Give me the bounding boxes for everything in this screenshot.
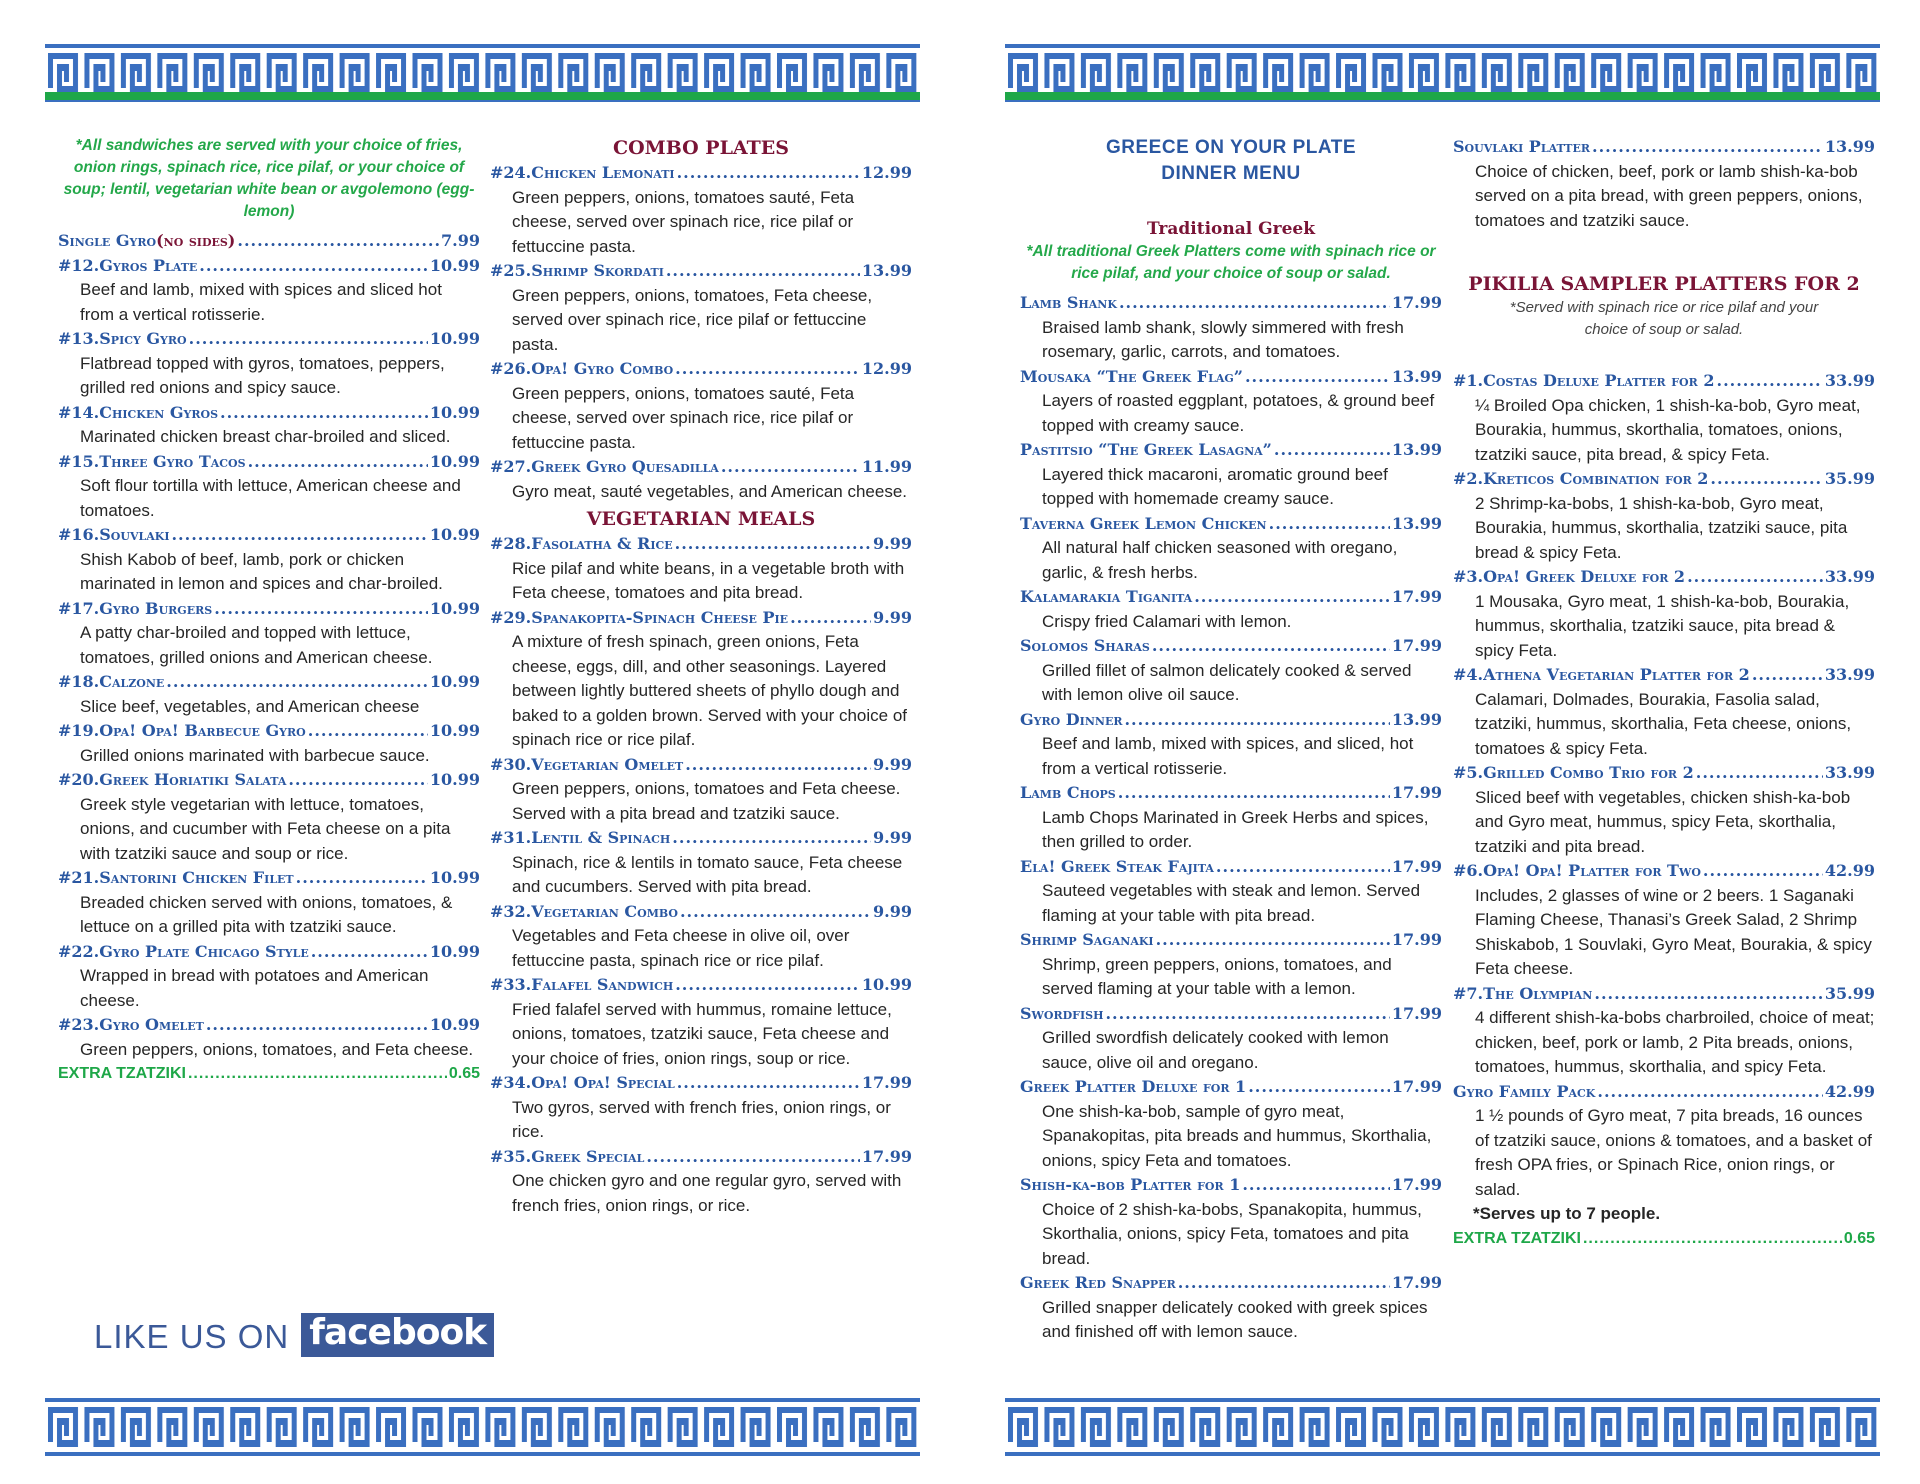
item-description: Green peppers, onions, tomatoes sauté, Feta cheese, served over spinach rice, rice pilaf or fettuccine pasta. [512,187,855,256]
green-rule [45,92,920,100]
menu-item [1453,565,1875,663]
item-name: Lamb Shank [1020,293,1117,312]
menu-title-line1: GREECE ON YOUR PLATE [1106,137,1356,158]
item-price: 11.99 [861,457,912,476]
item-price: 42.99 [1824,1081,1875,1101]
item-price: 10.99 [429,451,480,471]
item-description: Lamb Chops Marinated in Greek Herbs and spices, then grilled to order. [1042,807,1429,851]
item-price: 10.99 [429,672,480,691]
greek-key-border-bottom [45,1398,920,1456]
item-price: 10.99 [429,868,480,887]
item-name: #22.Gyro Plate Chicago Style [58,941,309,961]
item-description: Crispy fried Calamari with lemon. [1042,611,1292,631]
item-name: Lamb Chops [1020,783,1116,802]
item-description: Breaded chicken served with onions, tomatoes, & lettuce on a grilled pita with tzatziki sauce. [80,892,453,936]
menu-item [1020,781,1442,855]
item-name: Shrimp Saganaki [1020,930,1154,949]
family-pack-serves: *Serves up to 7 people. [1473,1204,1661,1223]
platters-column [1453,135,1875,1251]
menu-item [490,606,912,753]
item-description: Grilled swordfish delicately cooked with lemon sauce, olive oil and oregano. [1042,1028,1389,1072]
item-price: 17.99 [1391,930,1442,949]
menu-item [490,1071,912,1145]
sandwich-note: *All sandwiches are served with your choice of fries, onion rings, spinach rice, rice pilaf, or your choice of soup; lentil, vegetarian white bean or avgolemono (egg-lemon) [63,137,475,220]
menu-item [1453,982,1875,1080]
item-price: 13.99 [1824,137,1875,156]
item-price: 17.99 [1391,1077,1442,1096]
item-price: 10.99 [429,329,480,348]
item-description: Calamari, Dolmades, Bourakia, Fasolia salad, tzatziki, hummus, skorthalia, Feta cheese, onions, tomatoes & spicy Feta. [1475,689,1852,758]
item-description: Flatbread topped with gyros, tomatoes, peppers, grilled red onions and spicy sauce. [80,353,445,397]
item-description: Green peppers, onions, tomatoes, and Feta cheese. [80,1039,474,1059]
item-description: 1 ½ pounds of Gyro meat, 7 pita breads, 16 ounces of tzatziki sauce, onions & tomatoes, and a basket of fresh OPA fries, or Spinach Rice, onion rings, or salad. [1475,1106,1872,1199]
item-description: Soft flour tortilla with lettuce, American cheese and tomatoes. [80,476,461,520]
menu-item [490,259,912,357]
item-name: #32.Vegetarian Combo [490,901,678,921]
item-description: 4 different shish-ka-bobs charbroiled, choice of meat; chicken, beef, pork or lamb, 2 Pita breads, onions, tomatoes, hummus, skorthalia, and spicy Feta. [1475,1008,1875,1076]
item-price: 17.99 [1391,636,1442,655]
menu-item [1020,438,1442,512]
item-price: 13.99 [1391,366,1442,386]
item-price: 10.99 [429,402,480,422]
item-name: Solomos Sharas [1020,636,1150,655]
menu-title-line2: DINNER MENU [1161,163,1301,184]
item-name: Mousaka “The Greek Flag” [1020,366,1243,386]
item-description: Includes, 2 glasses of wine or 2 beers. 1 Saganaki Flaming Cheese, Thanasi’s Greek Salad, 2 Shrimp Shiskabob, 1 Souvlaki, Gyro Meat, Bourakia, & spicy Feta cheese. [1475,885,1872,978]
menu-item [1020,634,1442,708]
item-price: 7.99 [441,231,480,250]
menu-item [1020,291,1442,365]
item-price: 17.99 [1391,783,1442,802]
menu-item [490,455,912,504]
item-description: Choice of chicken, beef, pork or lamb shish-ka-bob served on a pita bread, with green peppers, onions, tomatoes and tzatziki sauce. [1475,161,1863,230]
item-name: #14.Chicken Gyros [58,402,219,422]
pikilia-heading: PIKILIA SAMPLER PLATTERS FOR 2 [1468,273,1860,295]
item-price: 13.99 [861,261,912,280]
menu-item [1453,761,1875,859]
menu-item [1020,365,1442,439]
item-name: EXTRA TZATZIKI [58,1065,186,1082]
menu-item [490,1145,912,1219]
item-description: Spinach, rice & lentils in tomato sauce, Feta cheese and cucumbers. Served with pita bread. [512,852,903,896]
menu-item [58,523,480,597]
item-price: 17.99 [1391,856,1442,876]
item-name: #2.Kreticos Combination for 2 [1453,469,1709,488]
item-note: (no sides) [156,231,236,250]
traditional-column [1020,135,1442,1345]
menu-item [490,532,912,606]
item-name: #21.Santorini Chicken Filet [58,868,294,887]
menu-item [58,940,480,1014]
item-price: 10.99 [429,598,480,618]
item-description: Wrapped in bread with potatoes and American cheese. [80,966,429,1010]
menu-item [490,826,912,900]
menu-item [490,973,912,1071]
menu-item [58,450,480,524]
item-name: Shish-ka-bob Platter for 1 [1020,1175,1241,1194]
menu-item [1020,1173,1442,1271]
item-description: Sliced beef with vegetables, chicken shish-ka-bob and Gyro meat, hummus, spicy Feta, skorthalia, tzatziki and pita bread. [1475,787,1851,856]
item-name: #17.Gyro Burgers [58,598,213,618]
menu-item [58,229,480,254]
item-description: Grilled snapper delicately cooked with greek spices and finished off with lemon sauce. [1042,1297,1428,1341]
menu-item [1020,1075,1442,1173]
greek-key-border-bottom [1005,1398,1880,1456]
item-price: 10.99 [429,255,480,275]
item-price: 35.99 [1824,469,1875,488]
item-name: #25.Shrimp Skordati [490,261,664,280]
item-name: #5.Grilled Combo Trio for 2 [1453,763,1694,782]
item-description: Grilled fillet of salmon delicately cooked & served with lemon olive oil sauce. [1042,660,1412,704]
item-price: 12.99 [861,359,912,378]
item-name: #1.Costas Deluxe Platter for 2 [1453,371,1715,390]
item-name: #34.Opa! Opa! Special [490,1073,675,1092]
item-name: #15.Three Gyro Tacos [58,451,246,471]
item-name: Greek Red Snapper [1020,1273,1176,1292]
item-price: 17.99 [1391,1175,1442,1194]
item-name: #6.Opa! Opa! Platter for Two [1453,861,1701,880]
item-price: 10.99 [429,721,480,740]
item-price: 33.99 [1824,665,1875,684]
item-name: Gyro Dinner [1020,709,1123,729]
menu-item [1453,369,1875,467]
traditional-heading: Traditional Greek [1146,219,1316,239]
green-rule [1005,92,1880,100]
item-price: 13.99 [1391,440,1442,459]
menu-item [1453,1080,1875,1203]
menu-item [58,719,480,768]
menu-item [490,357,912,455]
item-name: Swordfish [1020,1003,1104,1023]
item-name: Kalamarakia Tiganita [1020,587,1193,606]
item-name: Greek Platter Deluxe for 1 [1020,1077,1247,1096]
menu-item [58,866,480,940]
item-name: #31.Lentil & Spinach [490,828,671,847]
item-price: 17.99 [1391,1003,1442,1023]
item-price: 33.99 [1824,371,1875,390]
item-name: #27.Greek Gyro Quesadilla [490,457,719,476]
item-price: 17.99 [861,1073,912,1092]
item-name: #4.Athena Vegetarian Platter for 2 [1453,665,1750,684]
item-description: Braised lamb shank, slowly simmered with fresh rosemary, garlic, carrots, and tomatoes. [1042,317,1404,361]
item-description: Sauteed vegetables with steak and lemon. Served flaming at your table with pita bread. [1042,881,1421,925]
vegetarian-heading: VEGETARIAN MEALS [586,508,816,530]
item-name: Taverna Greek Lemon Chicken [1020,513,1267,533]
item-price: 33.99 [1824,567,1875,586]
item-description: Rice pilaf and white beans, in a vegetable broth with Feta cheese, tomatoes and pita bread. [512,558,905,602]
menu-item [1453,859,1875,982]
item-name: #26.Opa! Gyro Combo [490,359,674,378]
item-description: A patty char-broiled and topped with lettuce, tomatoes, grilled onions and American cheese. [80,623,433,667]
menu-item [1453,135,1875,233]
item-description: Vegetables and Feta cheese in olive oil, over fettuccine pasta, spinach rice or rice pilaf. [512,926,850,970]
menu-item [1020,855,1442,929]
menu-item [58,670,480,719]
item-description: Green peppers, onions, tomatoes sauté, Feta cheese, served over spinach rice, rice pilaf or fettuccine pasta. [512,383,855,452]
item-description: Slice beef, vegetables, and American cheese [80,696,420,716]
extra-tzatziki [58,1062,480,1087]
item-description: Green peppers, onions, tomatoes, Feta cheese, served over spinach rice, rice pilaf or fettuccine pasta. [512,285,873,354]
item-description: A mixture of fresh spinach, green onions, Feta cheese, eggs, dill, and other seasonings. Layered between lightly buttered sheets of phyllo dough and baked to a golden brown. Served with your choice of spinach rice or rice pilaf. [512,632,908,749]
item-price: 13.99 [1391,709,1442,729]
menu-item [58,1013,480,1062]
item-price: 9.99 [873,754,912,774]
item-name: Single Gyro [58,231,157,250]
item-price: 9.99 [873,901,912,921]
menu-item [58,254,480,328]
item-description: Shish Kabob of beef, lamb, pork or chicken marinated in lemon and spices and char-broiled. [80,549,443,593]
item-description: All natural half chicken seasoned with oregano, garlic, & fresh herbs. [1042,538,1398,582]
menu-item [1020,512,1442,586]
menu-item [1020,708,1442,782]
item-name: #13.Spicy Gyro [58,329,187,348]
item-name: Pastitsio “The Greek Lasagna” [1020,440,1272,459]
item-price: 17.99 [1391,587,1442,606]
item-price: 33.99 [1824,763,1875,782]
item-name: Ela! Greek Steak Fajita [1020,856,1214,876]
item-description: ¼ Broiled Opa chicken, 1 shish-ka-bob, Gyro meat, Bourakia, hummus, skorthalia, tomatoes, onions, tzatziki sauce, pita bread, & spicy Feta. [1475,395,1861,464]
extra-tzatziki [1453,1227,1875,1252]
item-description: Shrimp, green peppers, onions, tomatoes, and served flaming at your table with a lemon. [1042,954,1392,998]
item-description: 1 Mousaka, Gyro meat, 1 shish-ka-bob, Bourakia, hummus, skorthalia, tzatziki sauce, pita bread & spicy Feta. [1475,591,1850,660]
item-name: #30.Vegetarian Omelet [490,754,684,774]
item-name: Souvlaki Platter [1453,137,1591,156]
item-name: EXTRA TZATZIKI [1453,1229,1581,1247]
menu-item [490,753,912,827]
traditional-note: *All traditional Greek Platters come with spinach rice or rice pilaf, and your choice of soup or salad. [1026,243,1436,282]
item-price: 13.99 [1391,513,1442,533]
item-price: 10.99 [429,770,480,789]
item-price: 9.99 [873,828,912,847]
item-description: One chicken gyro and one regular gyro, served with french fries, onion rings, or rice. [512,1171,902,1215]
item-name: #35.Greek Special [490,1146,645,1166]
item-name: #28.Fasolatha & Rice [490,534,673,553]
item-name: #12.Gyros Plate [58,255,198,275]
item-description: Greek style vegetarian with lettuce, tomatoes, onions, and cucumber with Feta cheese on a pita with tzatziki sauce and soup or rice. [80,794,451,863]
menu-item [1020,585,1442,634]
item-description: One shish-ka-bob, sample of gyro meat, Spanakopitas, pita breads and hummus, Skorthalia, onions, spicy Feta and tomatoes. [1042,1101,1432,1170]
like-us-text: LIKE US ON [94,1318,290,1355]
right-menu-page [960,0,1920,1484]
item-description: 2 Shrimp-ka-bobs, 1 shish-ka-bob, Gyro meat, Bourakia, hummus, skorthalia, tzatziki sauce, pita bread & spicy Feta. [1475,493,1848,562]
item-description: Layers of roasted eggplant, potatoes, & ground beef topped with creamy sauce. [1042,391,1435,435]
item-name: #18.Calzone [58,672,165,691]
item-name: #29.Spanakopita-Spinach Cheese Pie [490,607,789,627]
menu-item [58,768,480,866]
item-description: Beef and lamb, mixed with spices, and sliced, hot from a vertical rotisserie. [1042,734,1414,778]
item-description: Green peppers, onions, tomatoes and Feta cheese. Served with a pita bread and tzatziki sauce. [512,779,901,823]
item-price: 0.65 [1843,1229,1875,1247]
item-price: 10.99 [429,525,480,544]
menu-item [1020,1002,1442,1076]
item-price: 10.99 [429,941,480,961]
menu-item [1020,928,1442,1002]
item-name: #33.Falafel Sandwich [490,975,674,994]
menu-item [58,401,480,450]
item-price: 17.99 [1391,293,1442,312]
facebook-promo[interactable] [94,1313,494,1357]
menu-item [1020,1271,1442,1345]
item-price: 12.99 [861,163,912,182]
sandwich-column [58,135,480,1087]
item-price: 9.99 [873,607,912,627]
item-price: 35.99 [1824,983,1875,1003]
item-name: #24.Chicken Lemonati [490,163,675,182]
facebook-logo[interactable]: facebook [301,1313,494,1357]
menu-item [490,161,912,259]
item-name: #19.Opa! Opa! Barbecue Gyro [58,721,306,740]
combo-heading: COMBO PLATES [613,137,789,159]
pikilia-note: *Served with spinach rice or rice pilaf and your choice of soup or salad. [1509,299,1819,338]
item-description: Gyro meat, sauté vegetables, and American cheese. [512,481,908,501]
item-price: 10.99 [429,1015,480,1034]
item-description: Beef and lamb, mixed with spices and sliced hot from a vertical rotisserie. [80,280,442,324]
item-description: Marinated chicken breast char-broiled and sliced. [80,427,451,446]
menu-item [58,597,480,671]
item-description: Layered thick macaroni, aromatic ground beef topped with homemade creamy sauce. [1042,464,1388,508]
menu-item [1453,467,1875,565]
item-price: 42.99 [1824,861,1875,880]
item-description: Two gyros, served with french fries, onion rings, or rice. [512,1097,891,1141]
item-price: 17.99 [861,1146,912,1166]
item-description: Grilled onions marinated with barbecue sauce. [80,745,430,765]
menu-item [1453,663,1875,761]
item-name: #23.Gyro Omelet [58,1015,204,1034]
item-name: #16.Souvlaki [58,525,170,544]
menu-item [58,327,480,401]
item-price: 0.65 [448,1065,480,1082]
item-name: #20.Greek Horiatiki Salata [58,770,287,789]
item-price: 10.99 [861,975,912,994]
item-description: Fried falafel served with hummus, romaine lettuce, onions, tomatoes, tzatziki sauce, Feta cheese and your choice of fries, onion rings, soup or rice. [512,999,892,1068]
combo-column [490,135,912,1218]
item-name: Gyro Family Pack [1453,1081,1596,1101]
item-name: #3.Opa! Greek Deluxe for 2 [1453,567,1686,586]
item-description: Choice of 2 shish-ka-bobs, Spanakopita, hummus, Skorthalia, onions, spicy Feta, tomatoes and pita bread. [1042,1199,1422,1268]
item-name: #7.The Olympian [1453,983,1593,1003]
item-price: 9.99 [873,534,912,553]
item-price: 17.99 [1391,1273,1442,1292]
menu-item [490,900,912,974]
